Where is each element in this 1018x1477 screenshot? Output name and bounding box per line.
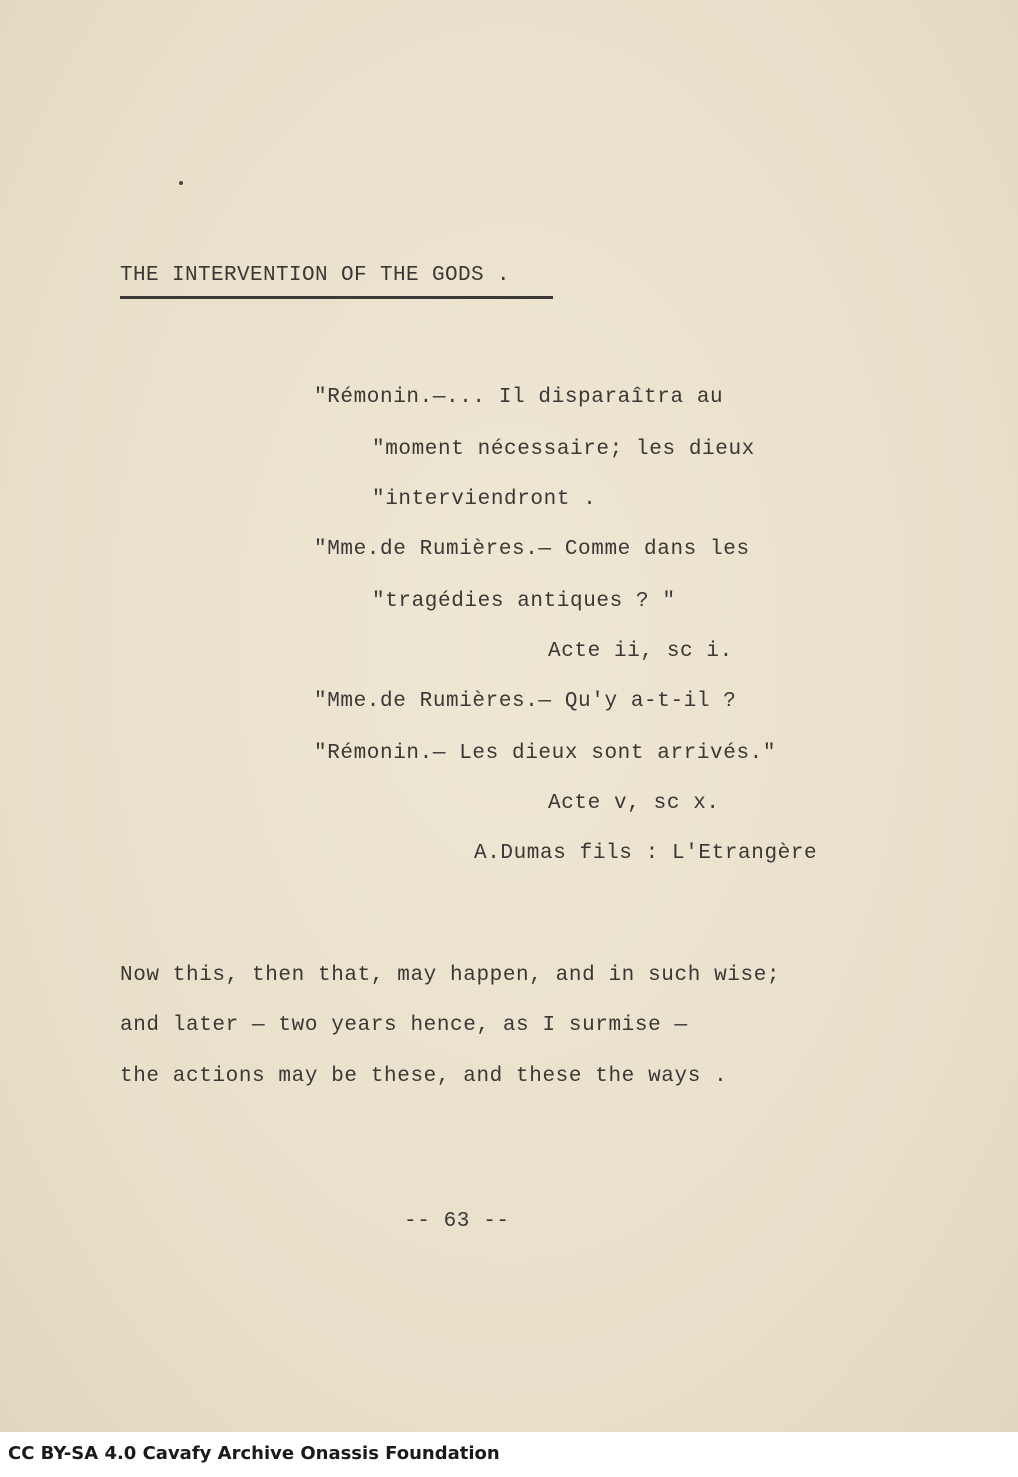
page-title: THE INTERVENTION OF THE GODS . xyxy=(120,264,511,287)
credit-bar xyxy=(0,1432,1018,1477)
epigraph-line-6: "Mme.de Rumières.— Qu'y a-t-il ? xyxy=(314,690,737,713)
epigraph-line-7: "Rémonin.— Les dieux sont arrivés." xyxy=(314,742,777,765)
ink-speck xyxy=(179,181,183,185)
epigraph-line-2: "moment nécessaire; les dieux xyxy=(372,438,755,461)
epigraph-citation-2: Acte v, sc x. xyxy=(548,792,720,815)
poem-line-3: the actions may be these, and these the ways . xyxy=(120,1065,728,1088)
epigraph-line-4: "Mme.de Rumières.— Comme dans les xyxy=(314,538,750,561)
title-underline xyxy=(120,296,553,299)
epigraph-attribution: A.Dumas fils : L'Etrangère xyxy=(474,842,818,865)
poem-line-1: Now this, then that, may happen, and in such wise; xyxy=(120,964,781,987)
epigraph-line-1: "Rémonin.—... Il disparaîtra au xyxy=(314,386,724,409)
epigraph-line-5: "tragédies antiques ? " xyxy=(372,590,676,613)
page-number: -- 63 -- xyxy=(404,1210,510,1233)
license-credit: CC BY-SA 4.0 Cavafy Archive Onassis Foundation xyxy=(8,1443,500,1464)
poem-line-2: and later — two years hence, as I surmise — xyxy=(120,1014,688,1037)
epigraph-citation-1: Acte ii, sc i. xyxy=(548,640,733,663)
epigraph-line-3: "interviendront . xyxy=(372,488,597,511)
